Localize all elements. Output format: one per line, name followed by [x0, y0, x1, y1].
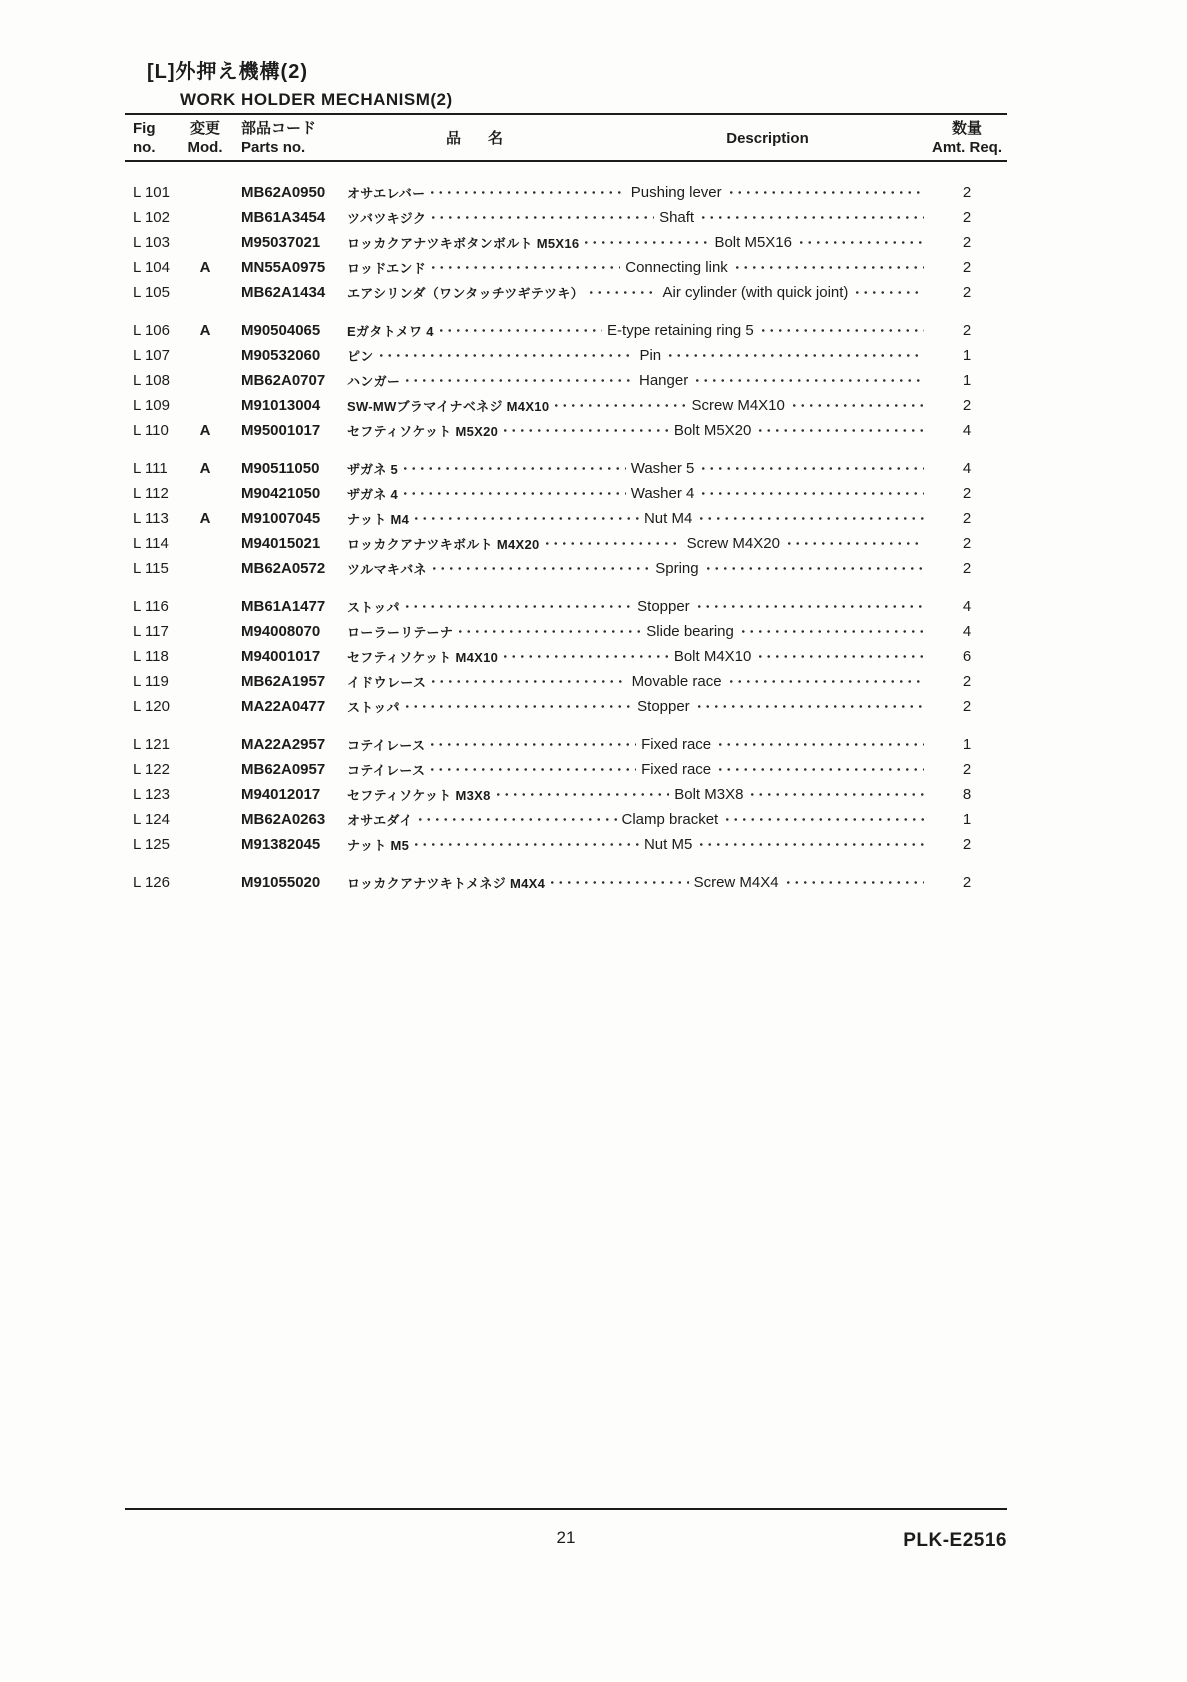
dot-leader — [429, 260, 620, 275]
header-middle — [347, 119, 927, 157]
fig-no: L 102 — [133, 209, 170, 226]
dot-leader — [748, 787, 924, 802]
table-row — [125, 481, 1007, 506]
table-row — [125, 669, 1007, 694]
part-description: Movable race — [631, 673, 722, 690]
qty-value: 2 — [962, 698, 972, 715]
parts-no: M91382045 — [241, 836, 321, 853]
name-description-cell — [347, 647, 927, 666]
qty-value: 2 — [962, 761, 972, 778]
dot-leader — [695, 699, 924, 714]
name-description-cell — [347, 509, 927, 528]
fig-no: L 123 — [133, 786, 170, 803]
qty-value: 2 — [962, 485, 972, 502]
table-row — [125, 230, 1007, 255]
table-row — [125, 205, 1007, 230]
part-name-jp: コテイレース — [347, 763, 426, 778]
name-description-cell — [347, 459, 927, 478]
part-name-jp: ロッカクアナツキボタンボルト M5X16 — [347, 236, 580, 251]
table-row — [125, 531, 1007, 556]
parts-no: MA22A0477 — [241, 698, 326, 715]
name-description-cell — [347, 697, 927, 716]
part-name-jp: ザガネ 4 — [347, 487, 399, 502]
header-qty-top: 数量 — [951, 120, 982, 137]
fig-no: L 120 — [133, 698, 170, 715]
parts-no: M91013004 — [241, 397, 321, 414]
name-description-cell — [347, 622, 927, 641]
table-row — [125, 644, 1007, 669]
name-description-cell — [347, 183, 927, 202]
part-name-jp: ツバツキジク — [347, 211, 427, 226]
part-description: Slide bearing — [646, 623, 734, 640]
qty-value: 2 — [962, 284, 972, 301]
parts-no: MB62A1957 — [241, 673, 326, 690]
qty-value: 4 — [962, 460, 972, 477]
part-description: Air cylinder (with quick joint) — [662, 284, 849, 301]
part-description: E-type retaining ring 5 — [607, 322, 754, 339]
part-description: Pin — [639, 347, 662, 364]
qty-value: 2 — [962, 836, 972, 853]
part-name-jp: SW-MWブラマイナベネジ M4X10 — [347, 399, 550, 414]
parts-no: MB62A0707 — [241, 372, 326, 389]
dot-leader — [733, 260, 924, 275]
parts-no: M91055020 — [241, 874, 321, 891]
header-parts-bottom: Parts no. — [241, 139, 306, 156]
dot-leader — [428, 185, 625, 200]
name-description-cell — [347, 735, 927, 754]
part-name-jp: ロッドエンド — [347, 261, 427, 276]
name-description-cell — [347, 371, 927, 390]
table-row — [125, 456, 1007, 481]
part-name-jp: ストッパ — [347, 700, 400, 715]
name-description-cell — [347, 421, 927, 440]
name-description-cell — [347, 785, 927, 804]
qty-value: 1 — [962, 811, 972, 828]
fig-no: L 115 — [133, 560, 169, 577]
parts-no: M94008070 — [241, 623, 321, 640]
parts-no: M90421050 — [241, 485, 321, 502]
part-name-jp: イドウレース — [347, 675, 427, 690]
dot-leader — [697, 511, 924, 526]
qty-value: 4 — [962, 623, 972, 640]
dot-leader — [853, 285, 924, 300]
dot-leader — [403, 699, 632, 714]
part-name-jp: セフティソケット M5X20 — [347, 424, 499, 439]
footer-rule — [125, 1508, 1007, 1510]
table-row — [125, 418, 1007, 443]
dot-leader — [587, 285, 658, 300]
name-description-cell — [347, 484, 927, 503]
qty-value: 2 — [962, 209, 972, 226]
name-description-cell — [347, 283, 927, 302]
part-name-jp: ピン — [347, 349, 374, 364]
dot-leader — [723, 812, 924, 827]
table-row — [125, 280, 1007, 305]
fig-no: L 101 — [133, 184, 170, 201]
part-description: Fixed race — [641, 761, 712, 778]
part-name-jp: Eガタトメワ 4 — [347, 324, 434, 339]
dot-leader — [552, 398, 686, 413]
fig-no: L 105 — [133, 284, 170, 301]
part-description: Stopper — [637, 698, 690, 715]
page-content — [125, 55, 1007, 895]
parts-table-body — [125, 180, 1007, 895]
part-name-jp: オサエダイ — [347, 813, 413, 828]
parts-no: MB61A1477 — [241, 598, 326, 615]
dot-leader — [456, 624, 641, 639]
parts-no: M95001017 — [241, 422, 321, 439]
dot-leader — [429, 210, 654, 225]
header-fig-top: Fig — [133, 120, 156, 137]
name-description-cell — [347, 672, 927, 691]
parts-no: MB62A0950 — [241, 184, 326, 201]
part-description: Fixed race — [641, 736, 712, 753]
table-row — [125, 732, 1007, 757]
fig-no: L 109 — [133, 397, 170, 414]
parts-no: MA22A2957 — [241, 736, 326, 753]
parts-no: M90532060 — [241, 347, 321, 364]
dot-leader — [437, 323, 602, 338]
part-description: Clamp bracket — [621, 811, 719, 828]
mod-flag: A — [199, 259, 211, 276]
table-row — [125, 318, 1007, 343]
parts-no: M90504065 — [241, 322, 321, 339]
part-name-jp: ストッパ — [347, 600, 400, 615]
part-name-jp: エアシリンダ（ワンタッチツギテツキ） — [347, 286, 584, 301]
fig-no: L 106 — [133, 322, 170, 339]
name-description-cell — [347, 258, 927, 277]
mod-flag: A — [199, 510, 211, 527]
dot-leader — [494, 787, 670, 802]
dot-leader — [501, 649, 669, 664]
dot-leader — [797, 235, 924, 250]
fig-no: L 116 — [133, 598, 169, 615]
parts-no: M95037021 — [241, 234, 321, 251]
qty-value: 8 — [962, 786, 972, 803]
name-description-cell — [347, 559, 927, 578]
table-row — [125, 594, 1007, 619]
part-name-jp: オサエレバー — [347, 186, 426, 201]
table-row — [125, 506, 1007, 531]
part-description: Bolt M5X20 — [673, 422, 752, 439]
header-qty-bottom: Amt. Req. — [931, 139, 1002, 156]
dot-leader — [699, 486, 924, 501]
name-description-cell — [347, 396, 927, 415]
part-name-jp: セフティソケット M3X8 — [347, 788, 491, 803]
fig-no: L 110 — [133, 422, 169, 439]
dot-leader — [412, 511, 639, 526]
dot-leader — [403, 373, 634, 388]
fig-no: L 108 — [133, 372, 170, 389]
header-fig — [125, 119, 183, 157]
table-row — [125, 694, 1007, 719]
part-name-jp: コテイレース — [347, 738, 426, 753]
dot-leader — [401, 461, 626, 476]
header-mod-bottom: Mod. — [187, 139, 223, 156]
table-row — [125, 255, 1007, 280]
parts-no: M90511050 — [241, 460, 320, 477]
qty-value: 2 — [962, 234, 972, 251]
part-description: Screw M4X4 — [693, 874, 779, 891]
part-name-jp: ローラーリテーナ — [347, 625, 454, 640]
table-row — [125, 619, 1007, 644]
qty-value: 2 — [962, 397, 972, 414]
part-description: Bolt M3X8 — [674, 786, 744, 803]
dot-leader — [430, 561, 650, 576]
fig-no: L 107 — [133, 347, 170, 364]
table-row — [125, 368, 1007, 393]
dot-leader — [428, 737, 636, 752]
header-mod — [183, 119, 227, 157]
dot-leader — [401, 486, 626, 501]
part-description: Bolt M5X16 — [714, 234, 792, 251]
qty-value: 2 — [962, 535, 972, 552]
parts-no: MB62A1434 — [241, 284, 326, 301]
table-row — [125, 393, 1007, 418]
qty-value: 2 — [962, 560, 972, 577]
parts-no: MN55A0975 — [241, 259, 326, 276]
mod-flag: A — [199, 422, 211, 439]
doc-code: PLK-E2516 — [903, 1530, 1007, 1551]
dot-leader — [666, 348, 924, 363]
table-row — [125, 807, 1007, 832]
part-description: Pushing lever — [630, 184, 722, 201]
dot-leader — [501, 423, 669, 438]
table-row — [125, 757, 1007, 782]
dot-leader — [412, 837, 639, 852]
qty-value: 2 — [962, 184, 972, 201]
dot-leader — [699, 210, 924, 225]
page-number: 21 — [556, 1528, 576, 1547]
fig-no: L 119 — [133, 673, 169, 690]
name-description-cell — [347, 321, 927, 340]
part-description: Nut M4 — [643, 510, 693, 527]
qty-value: 4 — [962, 422, 972, 439]
dot-leader — [756, 423, 924, 438]
name-description-cell — [347, 597, 927, 616]
fig-no: L 111 — [133, 460, 168, 477]
dot-leader — [377, 348, 635, 363]
part-name-jp: ロッカクアナツキトメネジ M4X4 — [347, 876, 546, 891]
fig-no: L 125 — [133, 836, 170, 853]
qty-value: 2 — [962, 673, 972, 690]
qty-value: 1 — [962, 347, 972, 364]
table-row — [125, 782, 1007, 807]
header-qty — [927, 119, 1007, 157]
table-row — [125, 870, 1007, 895]
qty-value: 6 — [962, 648, 972, 665]
part-description: Bolt M4X10 — [673, 648, 752, 665]
part-description: Washer 4 — [630, 485, 695, 502]
parts-no: M91007045 — [241, 510, 321, 527]
part-description: Washer 5 — [630, 460, 695, 477]
section-title-jp: [L]外押え機構(2) — [147, 61, 308, 83]
name-description-cell — [347, 810, 927, 829]
dot-leader — [429, 674, 626, 689]
part-description: Hanger — [639, 372, 689, 389]
dot-leader — [716, 737, 924, 752]
table-row — [125, 832, 1007, 857]
qty-value: 1 — [962, 736, 972, 753]
dot-leader — [695, 599, 924, 614]
qty-value: 2 — [962, 874, 972, 891]
qty-value: 1 — [962, 372, 972, 389]
header-name — [347, 119, 608, 157]
part-description: Screw M4X20 — [686, 535, 780, 552]
dot-leader — [727, 674, 924, 689]
name-description-cell — [347, 873, 927, 892]
part-name-jp: セフティソケット M4X10 — [347, 650, 499, 665]
part-description: Spring — [655, 560, 699, 577]
table-header — [125, 115, 1007, 162]
name-description-cell — [347, 835, 927, 854]
parts-no: M94015021 — [241, 535, 321, 552]
dot-leader — [790, 398, 924, 413]
table-row — [125, 180, 1007, 205]
mod-flag: A — [199, 322, 211, 339]
dot-leader — [784, 875, 924, 890]
fig-no: L 114 — [133, 535, 169, 552]
header-fig-bottom: no. — [133, 139, 156, 156]
part-name-jp: ロッカクアナツキボルト M4X20 — [347, 537, 540, 552]
dot-leader — [785, 536, 924, 551]
table-row — [125, 343, 1007, 368]
dot-leader — [697, 837, 924, 852]
mod-flag: A — [199, 460, 211, 477]
dot-leader — [543, 536, 682, 551]
part-name-jp: ツルマキバネ — [347, 562, 427, 577]
fig-no: L 122 — [133, 761, 170, 778]
parts-no: MB61A3454 — [241, 209, 326, 226]
header-name-label: 品 名 — [445, 129, 509, 147]
dot-leader — [416, 812, 617, 827]
name-description-cell — [347, 208, 927, 227]
name-description-cell — [347, 534, 927, 553]
parts-no: MB62A0263 — [241, 811, 326, 828]
qty-value: 2 — [962, 322, 972, 339]
part-name-jp: ナット M5 — [347, 838, 410, 853]
name-description-cell — [347, 346, 927, 365]
part-name-jp: ナット M4 — [347, 512, 410, 527]
dot-leader — [759, 323, 924, 338]
fig-no: L 113 — [133, 510, 169, 527]
parts-no: MB62A0572 — [241, 560, 326, 577]
dot-leader — [727, 185, 924, 200]
dot-leader — [704, 561, 924, 576]
name-description-cell — [347, 233, 927, 252]
part-description: Connecting link — [625, 259, 728, 276]
dot-leader — [693, 373, 924, 388]
dot-leader — [716, 762, 924, 777]
qty-value: 4 — [962, 598, 972, 615]
header-parts-top: 部品コード — [241, 120, 317, 137]
dot-leader — [739, 624, 924, 639]
qty-value: 2 — [962, 510, 972, 527]
dot-leader — [699, 461, 924, 476]
fig-no: L 126 — [133, 874, 170, 891]
fig-no: L 121 — [133, 736, 170, 753]
fig-no: L 104 — [133, 259, 170, 276]
dot-leader — [756, 649, 924, 664]
part-description: Stopper — [637, 598, 690, 615]
fig-no: L 118 — [133, 648, 169, 665]
dot-leader — [403, 599, 632, 614]
table-row — [125, 556, 1007, 581]
parts-no: M94012017 — [241, 786, 321, 803]
fig-no: L 124 — [133, 811, 170, 828]
dot-leader — [548, 875, 688, 890]
header-mod-top: 変更 — [189, 120, 220, 137]
header-description-label: Description — [726, 129, 809, 147]
part-name-jp: ハンガー — [347, 374, 401, 389]
part-name-jp: ザガネ 5 — [347, 462, 399, 477]
dot-leader — [582, 235, 709, 250]
qty-value: 2 — [962, 259, 972, 276]
dot-leader — [428, 762, 636, 777]
part-description: Nut M5 — [643, 836, 693, 853]
section-title-en: WORK HOLDER MECHANISM(2) — [180, 90, 453, 109]
parts-no: M94001017 — [241, 648, 321, 665]
header-description — [608, 119, 927, 157]
name-description-cell — [347, 760, 927, 779]
fig-no: L 117 — [133, 623, 169, 640]
fig-no: L 112 — [133, 485, 169, 502]
header-parts — [227, 119, 347, 157]
fig-no: L 103 — [133, 234, 170, 251]
parts-no: MB62A0957 — [241, 761, 326, 778]
part-description: Shaft — [659, 209, 695, 226]
part-description: Screw M4X10 — [691, 397, 785, 414]
